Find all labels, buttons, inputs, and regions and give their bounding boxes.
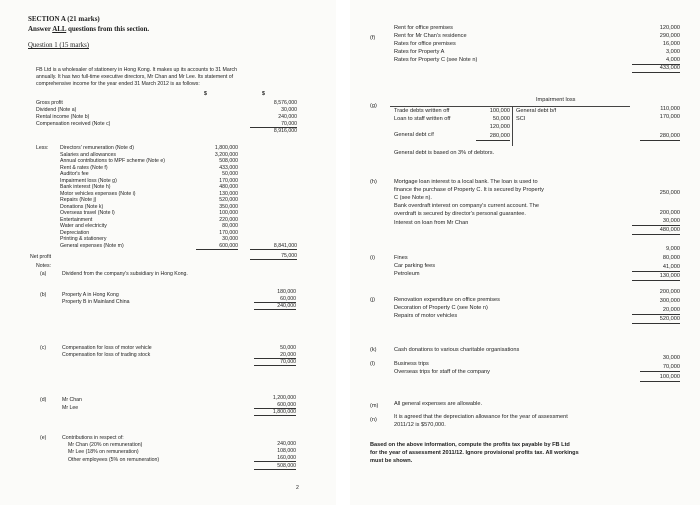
expense-amount: 170,000 xyxy=(219,229,238,236)
expense-amount: 50,000 xyxy=(222,171,238,177)
expense-amount: 350,000 xyxy=(219,203,238,210)
expense-label: Repairs (Note j) xyxy=(60,197,97,203)
less-label: Less: xyxy=(36,145,49,151)
expense-amount: 3,200,000 xyxy=(214,151,238,158)
note-text: Mr Chan xyxy=(62,397,82,403)
note-h-line: overdraft is secured by director's personal guarantee. xyxy=(394,211,526,217)
note-total: 70,000 xyxy=(254,360,296,366)
expense-label: Motor vehicles expenses (Note i) xyxy=(60,190,136,197)
expense-total: 8,841,000 xyxy=(250,244,297,250)
page-number: 2 xyxy=(296,485,299,491)
expense-label: Annual contributions to MPF scheme (Note e) xyxy=(60,158,165,164)
expense-label: Salaries and allowances xyxy=(60,151,116,158)
instruction-line: Answer ALL questions from this section. xyxy=(28,25,150,33)
instruction-line: must be shown. xyxy=(370,458,413,464)
expense-amount: 30,000 xyxy=(222,236,238,242)
note-f-amount: 4,000 xyxy=(632,58,680,65)
note-amount: 240,000 xyxy=(277,441,296,447)
note-l-amount: 70,000 xyxy=(640,365,680,372)
note-amount: 180,000 xyxy=(277,289,296,295)
impairment-label: Trade debts written off xyxy=(394,108,450,114)
note-j-label: Repairs of motor vehicles xyxy=(394,313,458,319)
impairment-table-top-rule xyxy=(390,106,630,107)
expense-amount: 130,000 xyxy=(219,190,238,197)
note-text: Other employees (5% on remuneration) xyxy=(68,457,160,463)
expense-amount: 100,000 xyxy=(219,210,238,216)
note-k-text: Cash donations to various charitable organisations xyxy=(394,347,520,353)
impairment-amount: 50,000 xyxy=(492,116,510,122)
note-letter: (m) xyxy=(370,403,379,409)
note-i-amount: 9,000 xyxy=(666,246,680,252)
note-i-label: Petroleum xyxy=(394,271,420,277)
note-i-label: Fines xyxy=(394,255,408,261)
expense-label: Bank interest (Note h) xyxy=(60,184,111,190)
expense-label: Depreciation xyxy=(60,229,90,236)
expense-amount: 480,000 xyxy=(219,184,238,190)
note-text: Property A in Hong Kong xyxy=(62,292,119,298)
left-page xyxy=(0,0,336,505)
impairment-total: 280,000 xyxy=(640,134,680,141)
instruction-line: Based on the above information, compute the profits tax payable by FB Ltd xyxy=(370,442,570,448)
note-f-label: Rates for office premises xyxy=(394,41,456,47)
note-letter: (k) xyxy=(370,347,377,353)
expense-amount: 600,000 xyxy=(196,244,238,250)
currency-symbol: $ xyxy=(262,91,265,97)
impairment-amount: 120,000 xyxy=(489,124,510,130)
note-text: Mr Lee xyxy=(62,405,79,411)
income-amount: 8,576,000 xyxy=(273,100,297,106)
note-j-total: 520,000 xyxy=(632,317,680,324)
note-text: Dividend from the company's subsidiary in Hong Kong. xyxy=(62,271,188,277)
impairment-footnote: General debt is based on 3% of debtors. xyxy=(394,150,495,156)
note-f-amount: 120,000 xyxy=(659,25,680,31)
note-letter: (n) xyxy=(370,417,377,423)
right-page xyxy=(350,0,700,505)
income-amount: 30,000 xyxy=(281,107,297,113)
expense-label: Rent & rates (Note f) xyxy=(60,164,108,171)
note-i-label: Car parking fees xyxy=(394,263,436,269)
expense-label: General expenses (Note m) xyxy=(60,242,124,249)
note-h-line: C (see Note n). xyxy=(394,195,432,201)
note-text: Compensation for loss of trading stock xyxy=(62,352,151,358)
expense-label: Impairment loss (Note g) xyxy=(60,177,117,184)
note-h-line: finance the purchase of Property C. It is secured by Property xyxy=(394,187,544,193)
note-h-line: Bank overdraft interest on company's current account. The xyxy=(394,203,539,209)
note-i-amount: 41,000 xyxy=(632,265,680,272)
note-h-amount: 30,000 xyxy=(632,219,680,226)
note-amount: 60,000 xyxy=(254,297,296,303)
expense-amount: 170,000 xyxy=(219,177,238,184)
note-m-text: All general expenses are allowable. xyxy=(394,401,483,407)
impairment-type: General debt b/f xyxy=(516,108,557,114)
note-h-amount: 200,000 xyxy=(659,210,680,216)
note-l-amount: 30,000 xyxy=(662,355,680,361)
note-letter: (f) xyxy=(370,35,376,41)
net-profit-amount: 75,000 xyxy=(250,254,297,260)
note-text: Mr Lee (18% on remuneration) xyxy=(68,449,139,455)
note-f-label: Rent for Mr Chan's residence xyxy=(394,33,467,39)
note-amount: 160,000 xyxy=(254,456,296,462)
expense-amount: 80,000 xyxy=(222,223,238,229)
expense-label: Directors' remuneration (Note d) xyxy=(60,145,134,151)
note-i-total: 130,000 xyxy=(632,274,680,281)
note-f-amount: 290,000 xyxy=(659,33,680,39)
note-amount: 1,200,000 xyxy=(272,395,296,401)
expense-amount: 220,000 xyxy=(219,216,238,223)
instruction-all: ALL xyxy=(52,25,67,33)
note-total: 1,800,000 xyxy=(254,410,296,416)
income-label: Dividend (Note a) xyxy=(36,107,77,113)
expense-amount: 1,800,000 xyxy=(214,145,238,151)
note-letter: (j) xyxy=(370,297,375,303)
impairment-label: General debt c/f xyxy=(394,132,434,138)
note-h-amount: 250,000 xyxy=(659,190,680,196)
note-total: 240,000 xyxy=(254,304,296,310)
note-amount: 108,000 xyxy=(277,448,296,454)
expense-label: Entertainment xyxy=(60,216,93,223)
note-n-line: It is agreed that the depreciation allowance for the year of assessment xyxy=(394,414,568,420)
note-l-total: 100,000 xyxy=(640,375,680,382)
income-amount: 240,000 xyxy=(278,114,297,120)
note-amount: 50,000 xyxy=(280,345,296,351)
section-title: SECTION A (21 marks) xyxy=(28,15,100,23)
question-heading: Question 1 (15 marks) xyxy=(28,42,89,49)
note-text: Compensation for loss of motor vehicle xyxy=(62,345,152,351)
note-f-label: Rent for office premises xyxy=(394,25,453,31)
note-f-label: Rates for Property C (see Note n) xyxy=(394,57,478,63)
impairment-amount: 280,000 xyxy=(476,134,510,141)
income-label: Compensation received (Note c) xyxy=(36,121,111,127)
net-profit-label: Net profit xyxy=(30,254,52,260)
impairment-table-header: Impairment loss xyxy=(536,97,576,103)
impairment-type: SCI xyxy=(516,116,526,122)
note-total: 508,000 xyxy=(254,464,296,470)
expense-amount: 508,000 xyxy=(219,158,238,164)
note-letter: (b) xyxy=(40,292,47,298)
note-l-label: Business trips xyxy=(394,361,429,367)
note-f-amount: 16,000 xyxy=(662,41,680,47)
note-f-total: 433,000 xyxy=(632,66,680,73)
note-j-label: Renovation expenditure on office premises xyxy=(394,297,500,303)
note-j-amount: 200,000 xyxy=(659,289,680,295)
note-f-amount: 3,000 xyxy=(666,49,680,55)
note-h-total: 480,000 xyxy=(632,228,680,235)
expense-label: Printing & stationery xyxy=(60,236,107,242)
note-j-amount: 300,000 xyxy=(659,298,680,304)
note-n-line: 2011/12 is $570,000. xyxy=(394,422,446,428)
note-letter: (h) xyxy=(370,179,377,185)
note-i-amount: 80,000 xyxy=(662,255,680,261)
note-letter: (d) xyxy=(40,397,47,403)
instruction-line: for the year of assessment 2011/12. Ignore provisional profits tax. All workings xyxy=(370,450,579,456)
intro-line: comprehensive income for the year ended 31 March 2012 is as follows: xyxy=(36,81,200,87)
note-amount: 600,000 xyxy=(254,403,296,409)
note-f-label: Rates for Property A xyxy=(394,49,445,55)
income-label: Rental income (Note b) xyxy=(36,114,90,120)
note-letter: (l) xyxy=(370,361,375,367)
note-letter: (a) xyxy=(40,271,47,277)
note-letter: (g) xyxy=(370,103,377,109)
income-amount: 70,000 xyxy=(250,122,297,128)
notes-label: Notes: xyxy=(36,263,51,269)
note-letter: (c) xyxy=(40,345,47,351)
expense-label: Auditor's fee xyxy=(60,171,89,177)
note-text: Property B in Mainland China xyxy=(62,299,130,305)
income-label: Gross profit xyxy=(36,100,63,106)
intro-line: annually. It has two full-time executive directors, Mr Chan and Mr Lee. Its statement of xyxy=(36,74,234,80)
note-j-amount: 20,000 xyxy=(632,308,680,315)
currency-symbol: $ xyxy=(204,91,207,97)
note-j-label: Decoration of Property C (see Note n) xyxy=(394,305,488,311)
expense-label: Overseas travel (Note l) xyxy=(60,210,115,216)
expense-label: Water and electricity xyxy=(60,223,107,229)
impairment-table-mid-rule xyxy=(512,106,513,146)
note-h-line: Mortgage loan interest to a local bank. The loan is used to xyxy=(394,179,538,185)
note-h-line: Interest on loan from Mr Chan xyxy=(394,220,469,226)
impairment-label: Loan to staff written off xyxy=(394,116,451,122)
note-amount: 20,000 xyxy=(254,353,296,359)
intro-line: FB Ltd is a wholesaler of stationery in Hong Kong. It makes up its accounts to 31 March xyxy=(36,67,237,73)
note-letter: (i) xyxy=(370,255,375,261)
expense-amount: 433,000 xyxy=(219,164,238,171)
impairment-total: 170,000 xyxy=(659,114,680,120)
note-letter: (e) xyxy=(40,435,47,441)
income-total: 8,916,000 xyxy=(273,128,297,134)
impairment-total: 110,000 xyxy=(660,106,680,112)
note-text: Mr Chan (20% on remuneration) xyxy=(68,442,143,448)
expense-label: Donations (Note k) xyxy=(60,203,104,210)
note-l-label: Overseas trips for staff of the company xyxy=(394,369,490,375)
impairment-amount: 100,000 xyxy=(489,108,510,114)
note-text: Contributions in respect of: xyxy=(62,435,124,441)
expense-amount: 520,000 xyxy=(219,197,238,203)
